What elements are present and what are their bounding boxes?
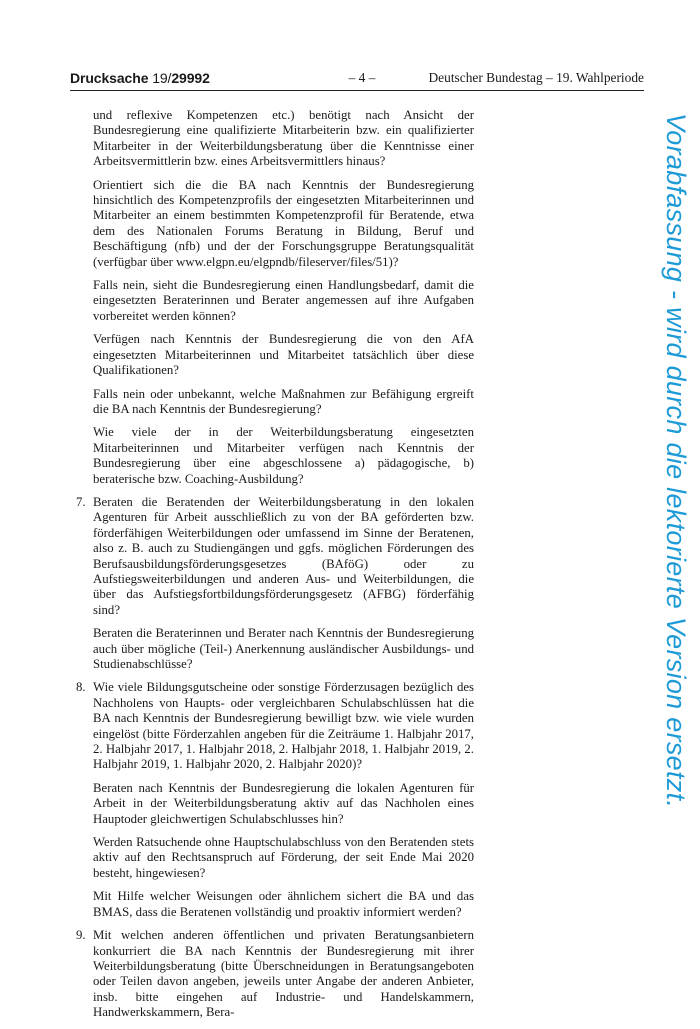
document-number-prefix: 19/ (152, 70, 172, 86)
document-number-main: 29992 (171, 70, 210, 86)
question-text: Wie viele Bildungsgutscheine oder sonstige Förderzusagen bezüglich des Nachholens von Haupts- oder vergleichbaren Schulabschlüssen hat die BA nach Kenntnis der Bundesregierung bewilligt bzw. wie viele wurden eingelöst (bitte Förderzahlen angeben für die Zeiträume 1. Halbjahr 2017, 2. Halbjahr 2017, 1. Halbjahr 2018, 2. Halbjahr 2018, 1. Halbjahr 2019, 2. Halbjahr 2019, 1. Halbjahr 2020, 2. Halbjahr 2020)? (93, 680, 474, 772)
question-7 (70, 495, 474, 618)
paragraph: Falls nein, sieht die Bundesregierung einen Handlungsbedarf, damit die eingesetzten Beraterinnen und Berater angemessen auf ihre Aufgaben vorbereitet werden können? (93, 278, 474, 323)
header-rule (70, 90, 644, 91)
watermark (658, 113, 694, 883)
paragraph: und reflexive Kompetenzen etc.) benötigt nach Ansicht der Bundesregierung eine qualifizierte Mitarbeiterin bzw. ein qualifizierter Mitarbeiter in der Weiterbildungsberatung über die Kenntnisse einer Arbeitsvermittlerin bzw. eines Arbeitsvermittlers hinaus? (93, 108, 474, 169)
paragraph: Beraten die Beraterinnen und Berater nach Kenntnis der Bundesregierung auch über mögliche (Teil-) Anerkennung ausländischer Ausbildungs- und Studienabschlüsse? (93, 626, 474, 671)
question-8 (70, 680, 474, 772)
paragraph: Falls nein oder unbekannt, welche Maßnahmen zur Befähigung ergreift die BA nach Kenntnis der Bundesregierung? (93, 386, 474, 416)
page-number: – 4 – (348, 70, 376, 85)
paragraph: Orientiert sich die die BA nach Kenntnis der Bundesregierung hinsichtlich des Kompetenzprofils der eingesetzten Mitarbeiterinnen und Mitarbeiter an einem bestimmten Kompetenzprofil für Beratende, etwa dem des Nationalen Forums Beratung in Bildung, Beruf und Beschäftigung (nfb) und der der Forschungsgruppe Beratungsqualität (verfügbar über www.elgpn.eu/elgpndb/fileserver/files/51)? (93, 177, 474, 269)
page-header (70, 70, 644, 88)
question-9 (70, 928, 474, 1020)
paragraph: Beraten nach Kenntnis der Bundesregierung die lokalen Agenturen für Arbeit in der Weiterbildungsberatung aktiv auf das Nachholen eines Hauptoder gleichwertigen Schulabschlusses hin? (93, 780, 474, 826)
paragraph: Mit Hilfe welcher Weisungen oder ähnlichem sichert die BA und das BMAS, dass die Beratenen vollständig und proaktiv informiert werden? (93, 889, 474, 919)
document-number (70, 70, 210, 86)
issuer-label: Deutscher Bundestag – 19. Wahlperiode (428, 70, 644, 85)
document-body (70, 108, 474, 1029)
paragraph: Verfügen nach Kenntnis der Bundesregierung die von den AfA eingesetzten Mitarbeiterinnen und Mitarbeitet tatsächlich über diese Qualifikationen? (93, 332, 474, 378)
question-number: 8. (76, 680, 86, 695)
question-text: Mit welchen anderen öffentlichen und privaten Beratungsanbietern konkurriert die BA nach Kenntnis der Bundesregierung mit ihrer Weiterbildungsberatung (bitte Überschneidungen in Beratungsangeboten oder Teilen davon angeben, jeweils unter Angabe der anderen Anbieter, insb. bitte eingehen auf Industrie- und Handelskammern, Handwerkskammern, Bera- (93, 928, 474, 1020)
paragraph: Werden Ratsuchende ohne Hauptschulabschluss von den Beratenden stets aktiv auf den Rechtsanspruch auf Förderung, der seit Ende Mai 2020 besteht, hingewiesen? (93, 835, 474, 880)
question-number: 9. (76, 928, 86, 943)
question-text: Beraten die Beratenden der Weiterbildungsberatung in den lokalen Agenturen für Arbeit ausschließlich zu von der BA geförderten bzw. förderfähigen Weiterbildungen oder umfassend im Sinne der Beratenen, also z. B. auch zu Studiengängen und ggfs. möglichen Förderungen des Berufsausbildungsförderungsgesetzes (BAföG) oder zu Aufstiegsweiterbildungen und anderen Aus- und Weiterbildungen, die über das Aufstiegsfortbildungsförderungsgesetz (AFBG) förderfähig sind? (93, 494, 474, 617)
document-label: Drucksache (70, 70, 149, 86)
paragraph: Wie viele der in der Weiterbildungsberatung eingesetzten Mitarbeiterinnen und Mitarbeiter verfügen nach Kenntnis der Bundesregierung über eine abgeschlossene a) pädagogische, b) beraterische bzw. Coaching-Ausbildung? (93, 425, 474, 486)
watermark-text: Vorabfassung - wird durch die lektorierte Version ersetzt. (661, 113, 691, 809)
question-number: 7. (76, 494, 86, 509)
